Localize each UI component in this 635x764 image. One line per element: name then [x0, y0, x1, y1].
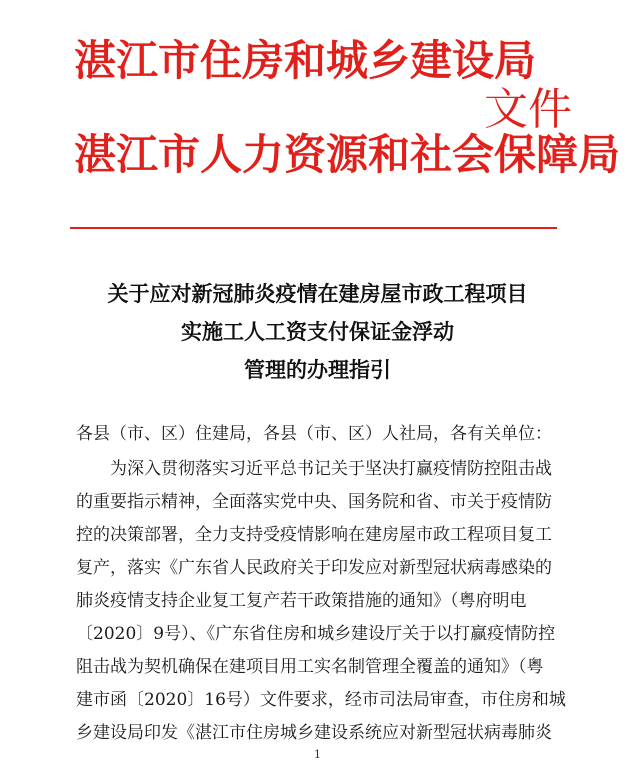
- document-title-line-1: 关于应对新冠肺炎疫情在建房屋市政工程项目: [107, 282, 528, 306]
- body-paragraph-line: 〔2020〕9号）、《广东省住房和城乡建设厅关于以打赢疫情防控: [76, 624, 556, 644]
- body-paragraph-line: 阻击战为契机确保在建项目用工实名制管理全覆盖的通知》（粤: [76, 657, 544, 677]
- body-paragraph-line: 建市函〔2020〕16号）文件要求，经市司法局审查，市住房和城: [76, 690, 566, 710]
- salutation: 各县（市、区）住建局，各县（市、区）人社局，各有关单位：: [76, 424, 552, 444]
- page-number: 1: [314, 748, 321, 761]
- issuing-org-hr: 湛江市人力资源和社会保障局: [74, 130, 621, 179]
- body-paragraph-line: 为深入贯彻落实习近平总书记关于坚决打赢疫情防控阻击战: [110, 459, 552, 479]
- issuing-org-housing: 湛江市住房和城乡建设局: [74, 36, 537, 85]
- body-paragraph-line: 乡建设局印发《湛江市住房城乡建设系统应对新型冠状病毒肺炎: [76, 723, 552, 743]
- body-paragraph-line: 肺炎疫情支持企业复工复产若干政策措施的通知》（粤府明电: [76, 591, 527, 611]
- body-paragraph-line: 控的决策部署，全力支持受疫情影响在建房屋市政工程项目复工: [76, 525, 552, 545]
- document-type-word: 文件: [484, 84, 572, 135]
- body-paragraph-line: 的重要指示精神，全面落实党中央、国务院和省、市关于疫情防: [76, 492, 552, 512]
- document-title-line-2: 实施工人工资支付保证金浮动: [181, 320, 454, 344]
- document-title-line-3: 管理的办理指引: [244, 358, 391, 382]
- body-paragraph-line: 复产，落实《广东省人民政府关于印发应对新型冠状病毒感染的: [76, 558, 552, 578]
- red-divider-line: [70, 227, 557, 229]
